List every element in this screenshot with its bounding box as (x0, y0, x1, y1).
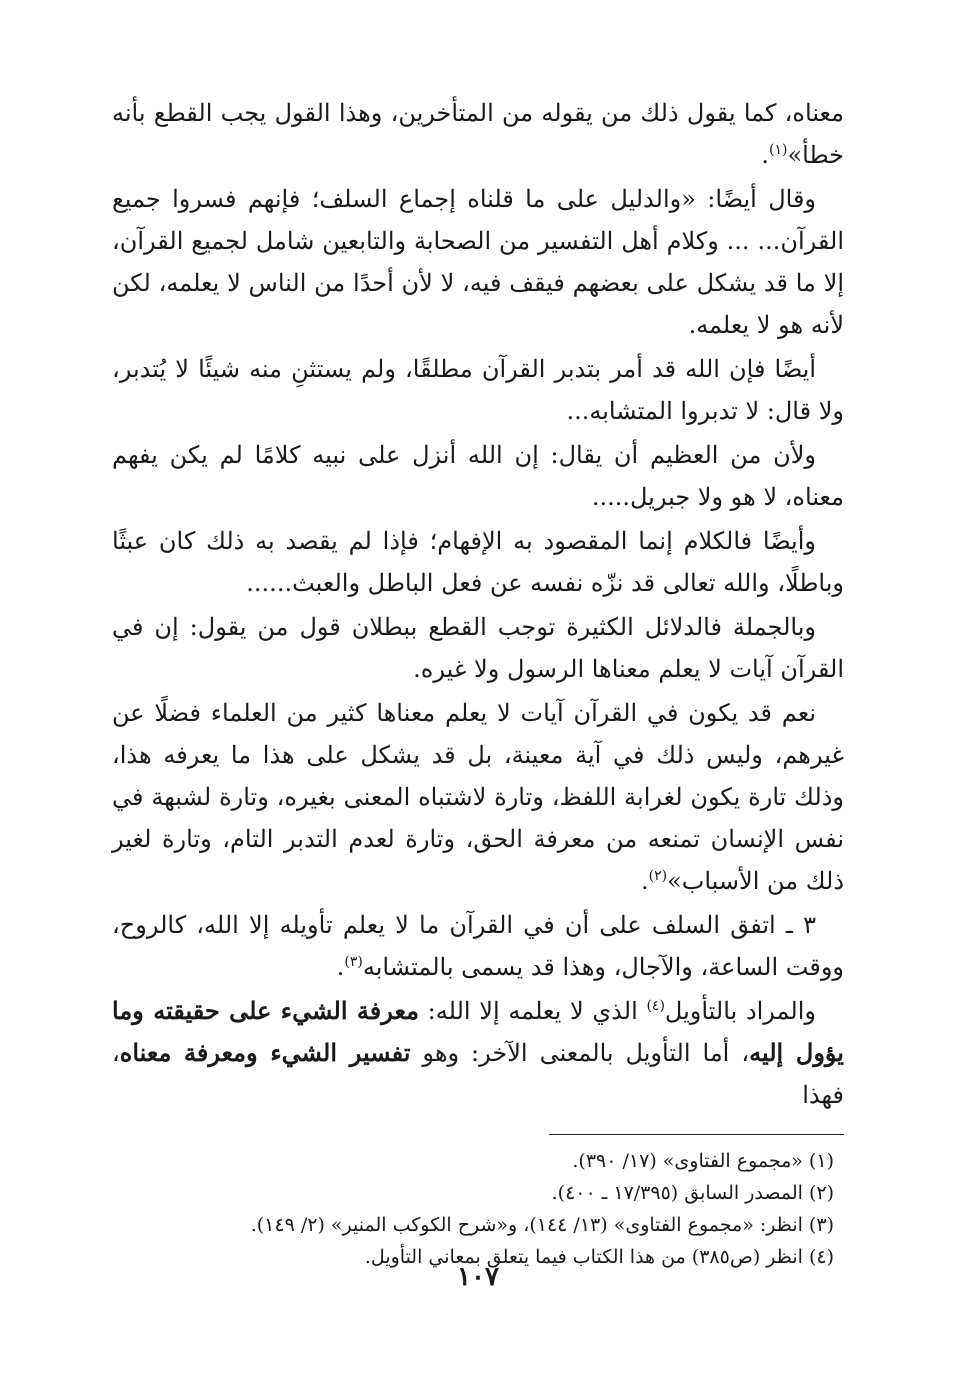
paragraph (112, 990, 844, 1116)
text-run: . (640, 867, 649, 895)
text-run: والمراد بالتأويل (664, 997, 816, 1025)
text-run: ، فهذا (112, 1039, 844, 1109)
text-run: ٣ ـ اتفق السلف على أن في القرآن ما لا يعلم تأويله إلا الله، كالروح، ووقت الساعة، والآجال، وهذا قد يسمى بالمتشابه (112, 911, 844, 981)
footnote-marker: (٣) (344, 954, 363, 970)
text-run: معناه، كما يقول ذلك من يقوله من المتأخرين، وهذا القول يجب القطع بأنه خطأ» (112, 99, 844, 169)
text-run: . (336, 953, 345, 981)
main-text (112, 92, 844, 1116)
text-run: وقال أيضًا: «والدليل على ما قلناه إجماع السلف؛ فإنهم فسروا جميع القرآن... ... وكلام أهل التفسير من الصحابة والتابعين شامل لجميع القرآن، إلا ما قد يشكل على بعضهم فيقف فيه، لا لأن أحدًا من الناس لا يعلمه، لكن لأنه هو لا يعلمه. (112, 185, 844, 339)
paragraph (112, 520, 844, 604)
footnote-marker: (١) (769, 142, 788, 158)
bold-phrase: معرفة الشيء على حقيقته وما يؤول إليه (112, 996, 844, 1067)
text-run: أيضًا فإن الله قد أمر بتدبر القرآن مطلقًا، ولم يستثنِ منه شيئًا لا يُتدبر، ولا قال: لا تدبروا المتشابه... (112, 355, 844, 425)
paragraph (112, 92, 844, 176)
page-number: ١٠٧ (457, 1262, 499, 1292)
text-run: الذي لا يعلمه إلا الله: (418, 997, 647, 1025)
footnotes (112, 1145, 844, 1273)
paragraph (112, 348, 844, 432)
footnote: (٣) انظر: «مجموع الفتاوى» (١٣/ ١٤٤)، و«شرح الكوكب المنير» (٢/ ١٤٩). (250, 1214, 834, 1236)
text-run: ، أما التأويل بالمعنى الآخر: وهو (410, 1039, 750, 1067)
footnote-marker: (٤) (646, 998, 665, 1014)
text-run: . (761, 141, 769, 169)
paragraph (112, 904, 844, 988)
footnote: (٤) انظر (ص٣٨٥) من هذا الكتاب فيما يتعلق بمعاني التأويل. (364, 1246, 834, 1268)
paragraph (112, 434, 844, 518)
bold-phrase: تفسير الشيء ومعرفة معناه (119, 1038, 411, 1067)
text-run: وبالجملة فالدلائل الكثيرة توجب القطع ببطلان قول من يقول: إن في القرآن آيات لا يعلم معناها الرسول ولا غيره. (112, 613, 844, 683)
paragraph (112, 178, 844, 346)
paragraph (112, 692, 844, 902)
footnote-marker: (٢) (648, 868, 668, 884)
footnote: (٢) المصدر السابق (١٧/٣٩٥ ـ ٤٠٠). (551, 1182, 834, 1204)
footnote-divider (549, 1134, 844, 1135)
paragraph (112, 606, 844, 690)
text-run: ولأن من العظيم أن يقال: إن الله أنزل على نبيه كلامًا لم يكن يفهم معناه، لا هو ولا جبريل..... (112, 441, 844, 511)
footnote: (١) «مجموع الفتاوى» (١٧/ ٣٩٠). (572, 1150, 834, 1172)
text-run: نعم قد يكون في القرآن آيات لا يعلم معناها كثير من العلماء فضلًا عن غيرهم، وليس ذلك في آية معينة، بل قد يشكل على هذا ما يعرفه هذا، وذلك تارة يكون لغرابة اللفظ، وتارة لاشتباه المعنى بغيره، وتارة لشبهة في نفس الإنسان تمنعه من معرفة الحق، وتارة لعدم التدبر التام، وتارة لغير ذلك من الأسباب» (112, 699, 844, 895)
text-run: وأيضًا فالكلام إنما المقصود به الإفهام؛ فإذا لم يقصد به ذلك كان عبثًا وباطلًا، والله تعالى قد نزّه نفسه عن فعل الباطل والعبث...... (112, 527, 844, 597)
